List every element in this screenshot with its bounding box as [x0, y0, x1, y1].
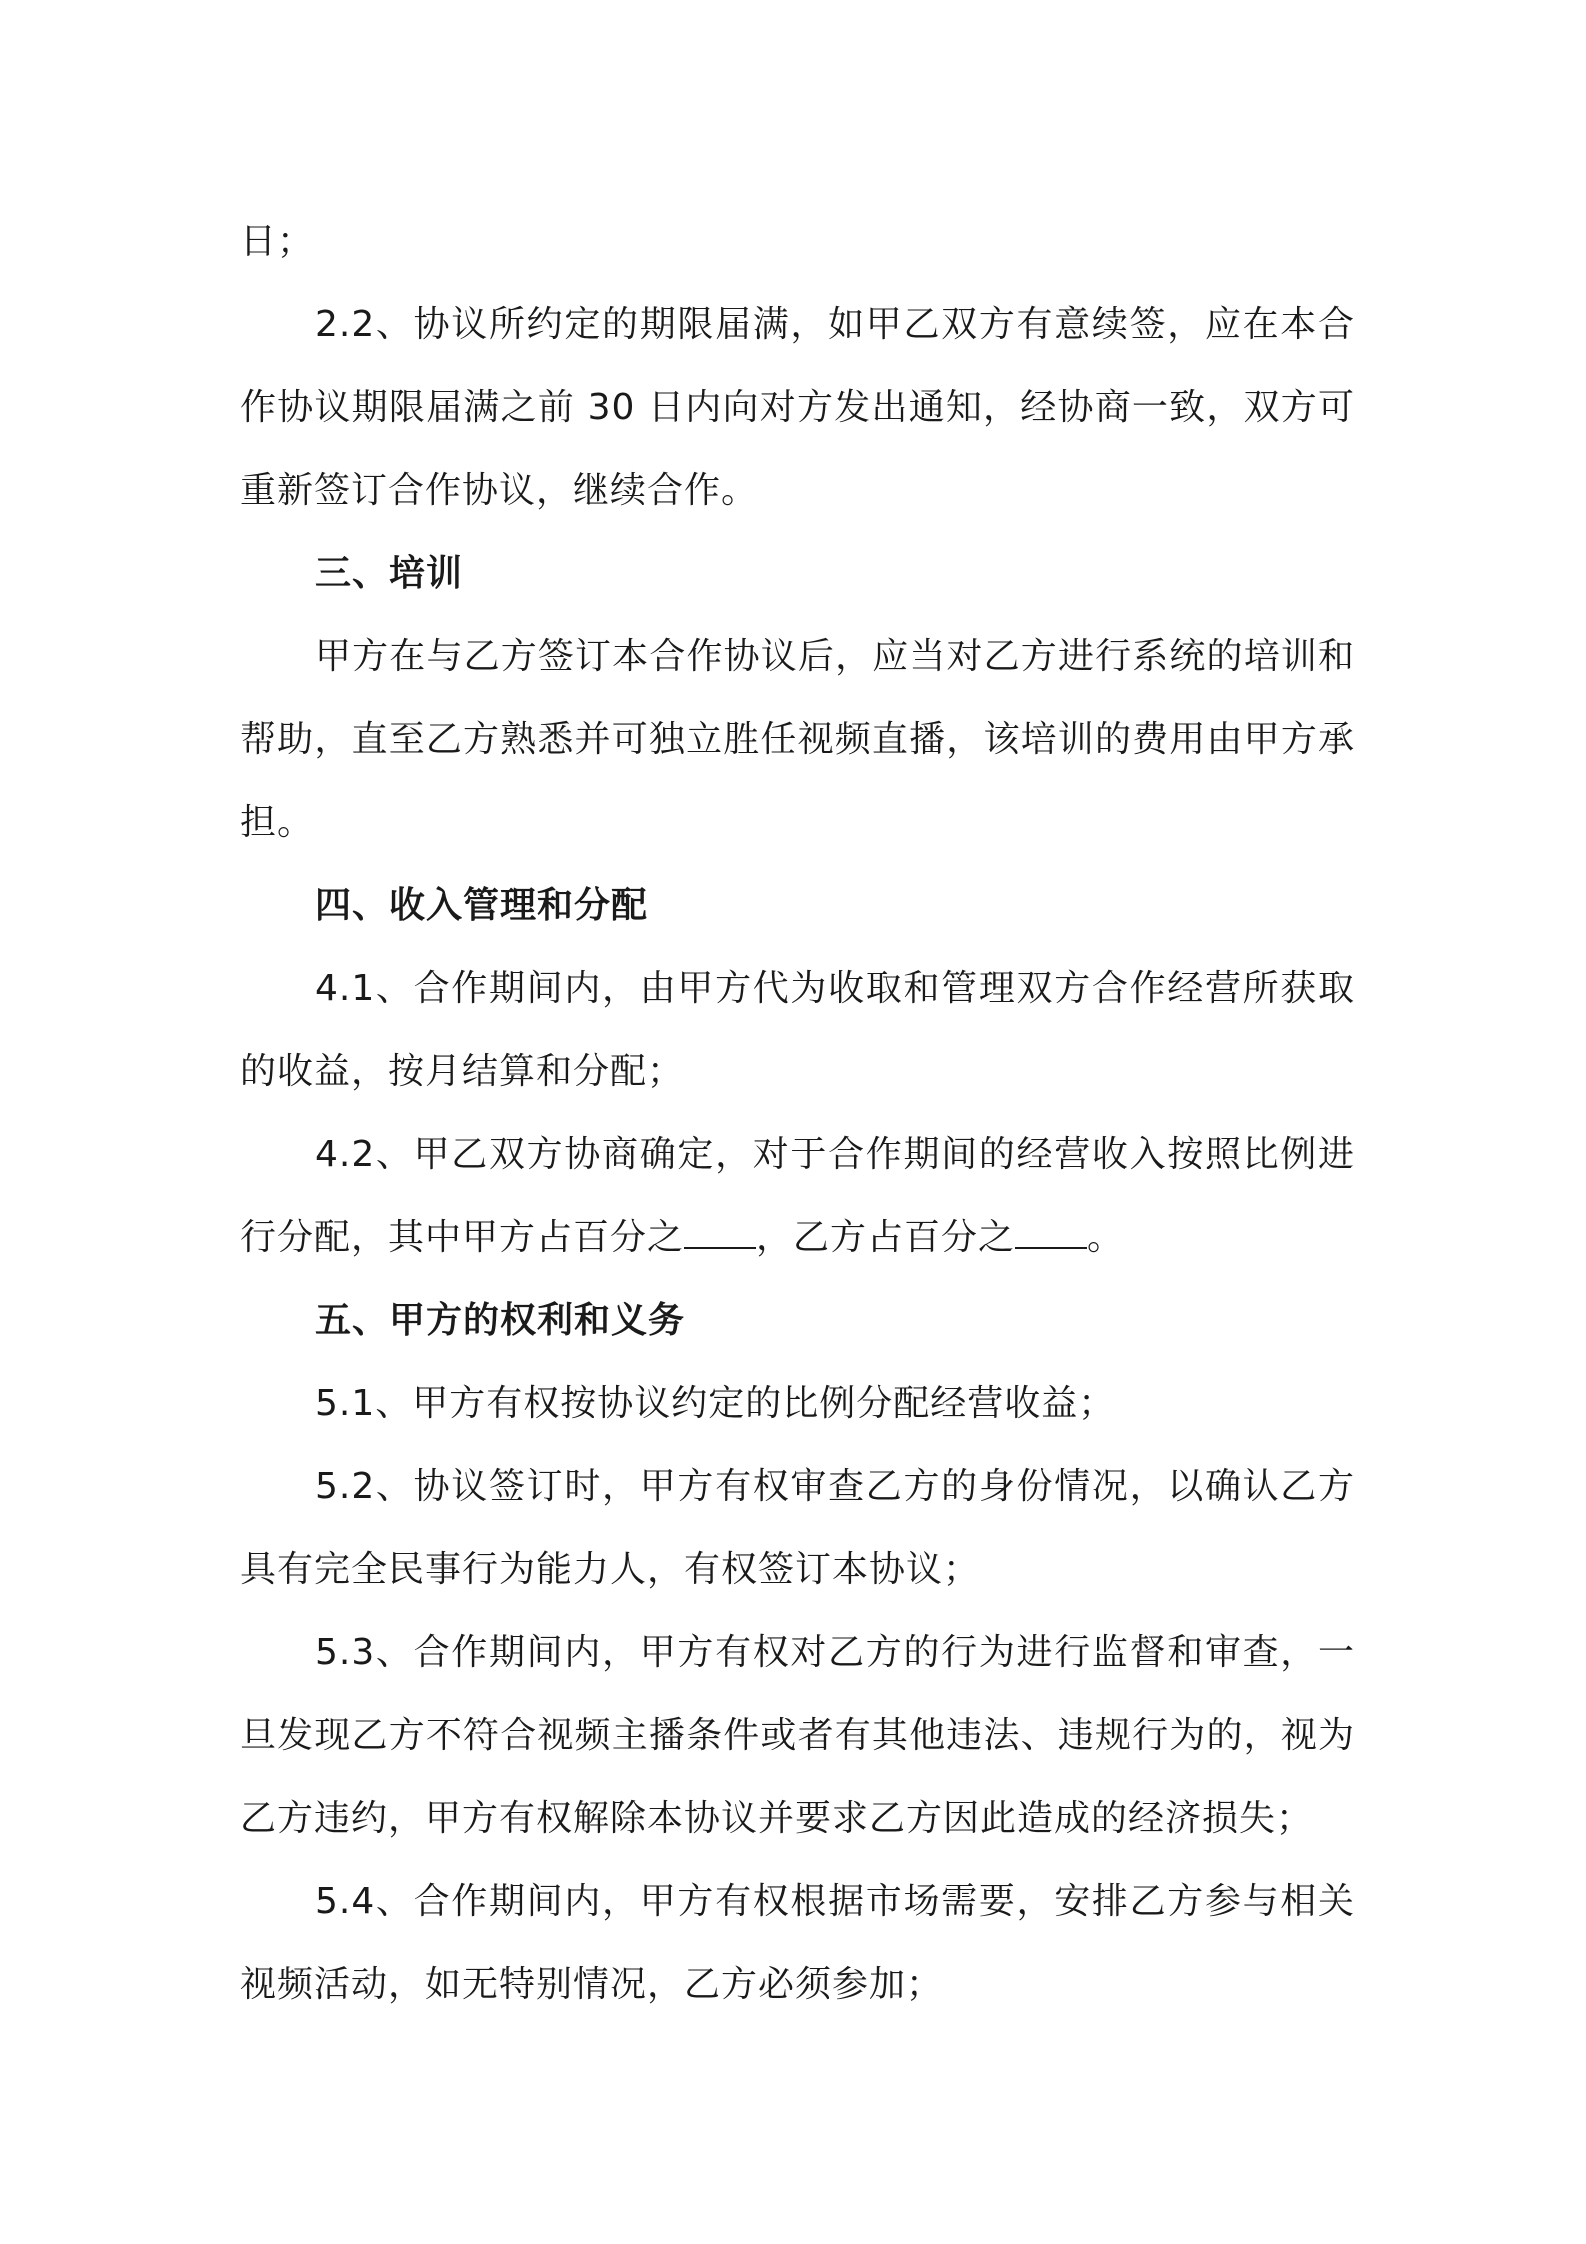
- clause-4-2: [240, 1113, 1355, 1279]
- clause-5-3: 5.3、合作期间内，甲方有权对乙方的行为进行监督和审查，一旦发现乙方不符合视频主播条件或者有其他违法、违规行为的，视为乙方违约，甲方有权解除本协议并要求乙方因此造成的经济损失；: [240, 1632, 1355, 1839]
- clause-5-2: 5.2、协议签订时，甲方有权审查乙方的身份情况，以确认乙方具有完全民事行为能力人，有权签订本协议；: [240, 1466, 1355, 1590]
- clause-4-2-text-c: 。: [1087, 1217, 1125, 1258]
- party-a-percentage-blank: [684, 1211, 756, 1249]
- section-heading-training: 三、培训: [315, 553, 464, 594]
- document-body: [240, 200, 1355, 2026]
- clause-5-4: 5.4、合作期间内，甲方有权根据市场需要，安排乙方参与相关视频活动，如无特别情况，乙方必须参加；: [240, 1881, 1355, 2005]
- paragraph-continuation: 日；: [240, 221, 315, 262]
- section-heading-party-a-rights: 五、甲方的权利和义务: [315, 1300, 686, 1341]
- clause-4-2-text-b: ，乙方占百分之: [756, 1217, 1016, 1258]
- party-b-percentage-blank: [1015, 1211, 1087, 1249]
- clause-4-1: 4.1、合作期间内，由甲方代为收取和管理双方合作经营所获取的收益，按月结算和分配；: [240, 968, 1355, 1092]
- clause-4-2-text-a: 4.2、甲乙双方协商确定，对于合作期间的经营收入按照比例进行分配，其中甲方占百分之: [240, 1134, 1355, 1258]
- clause-5-1: 5.1、甲方有权按协议约定的比例分配经营收益；: [315, 1383, 1116, 1424]
- clause-2-2: 2.2、协议所约定的期限届满，如甲乙双方有意续签，应在本合作协议期限届满之前 30 日内向对方发出通知，经协商一致，双方可重新签订合作协议，继续合作。: [240, 304, 1355, 511]
- section-heading-income: 四、收入管理和分配: [315, 885, 649, 926]
- training-paragraph: 甲方在与乙方签订本合作协议后，应当对乙方进行系统的培训和帮助，直至乙方熟悉并可独立胜任视频直播，该培训的费用由甲方承担。: [240, 636, 1355, 843]
